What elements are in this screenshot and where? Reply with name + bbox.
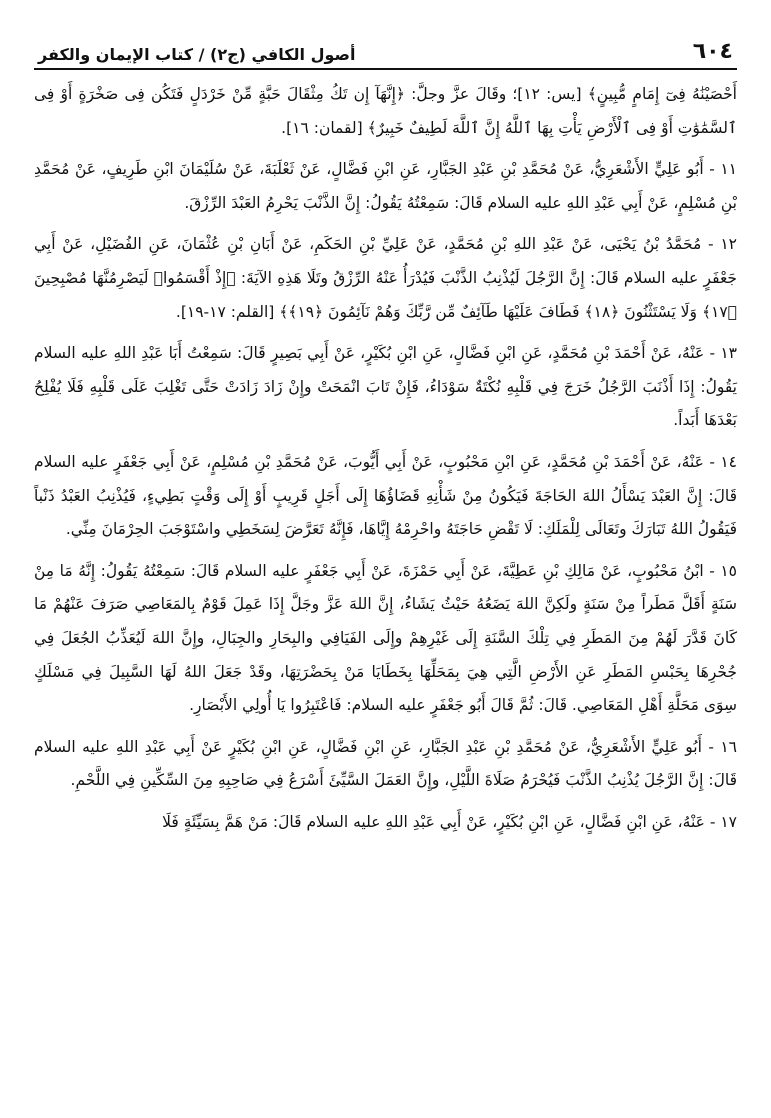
page-body [34, 70, 737, 839]
hadith-17: ١٧ - عَنْهُ، عَنِ ابْنِ فَضَّالٍ، عَنِ ابْنِ بُكَيْرٍ، عَنْ أَبِي عَبْدِ اللهِ عليه السلام قَالَ: مَنْ هَمَّ بِسَيِّئَةٍ فَلَا [162, 812, 737, 831]
hadith-16: ١٦ - أَبُو عَلِيٍّ الأَشْعَرِيُّ، عَنْ مُحَمَّدِ بْنِ عَبْدِ الجَبَّارِ، عَنِ ابْنِ فَضَّالٍ، عَنِ ابْنِ بُكَيْرٍ عَنْ أَبِي عَبْدِ اللهِ عليه السلام قَالَ: إِنَّ الرَّجُلَ يُذْنِبُ الذَّنْبَ فَيُحْرَمُ صَلَاةَ اللَّيْلِ، وإِنَّ العَمَلَ السَّيِّئَ أَسْرَعُ فِي صَاحِبِهِ مِنَ السِّكِّينِ فِي اللَّحْمِ. [34, 737, 737, 790]
hadith-14: ١٤ - عَنْهُ، عَنْ أَحْمَدَ بْنِ مُحَمَّدٍ، عَنِ ابْنِ مَحْبُوبٍ، عَنْ أَبِي أَيُّوبَ، عَنْ مُحَمَّدِ بْنِ مُسْلِمٍ، عَنْ أَبِي جَعْفَرٍ عليه السلام قَالَ: إِنَّ العَبْدَ يَسْأَلُ اللهَ الحَاجَةَ فَيَكُونُ مِنْ شَأْنِهِ قَضَاؤُهَا إِلَى أَجَلٍ قَرِيبٍ أَوْ إِلَى وَقْتٍ بَطِيءٍ، فَيُذْنِبُ العَبْدُ ذَنْباً فَيَقُولُ اللهُ تَبَارَكَ وتَعَالَى لِلْمَلَكِ: لَا تَقْضِ حَاجَتَهُ واحْرِمْهُ إِيَّاهَا، فَإِنَّهُ تَعَرَّضَ لِسَخَطِي واسْتَوْجَبَ الحِرْمَانَ مِنِّي. [34, 452, 737, 539]
hadith-12: ١٢ - مُحَمَّدُ بْنُ يَحْيَى، عَنْ عَبْدِ اللهِ بْنِ مُحَمَّدٍ، عَنْ عَلِيِّ بْنِ الحَكَمِ، عَنْ أَبَانِ بْنِ عُثْمَانَ، عَنِ الفُضَيْلِ، عَنْ أَبِي جَعْفَرٍ عليه السلام قَالَ: إِنَّ الرَّجُلَ لَيُذْنِبُ الذَّنْبَ فَيُدْرَأُ عَنْهُ الرِّزْقُ وتَلَا هَذِهِ الآيَةَ: ﴿إِذْ أَقْسَمُوا۟ لَيَصْرِمُنَّهَا مُصْبِحِينَ ﴿١٧﴾ وَلَا يَسْتَثْنُونَ ﴿١٨﴾ فَطَافَ عَلَيْهَا طَآئِفٌ مِّن رَّبِّكَ وَهُمْ نَآئِمُونَ ﴿١٩﴾﴾ [القلم: ١٧-١٩]. [34, 235, 737, 321]
page-header [34, 30, 737, 70]
hadith-11: ١١ - أَبُو عَلِيٍّ الأَشْعَرِيُّ، عَنْ مُحَمَّدِ بْنِ عَبْدِ الجَبَّارِ، عَنِ ابْنِ فَضَّالٍ، عَنْ ثَعْلَبَةَ، عَنْ سُلَيْمَانَ ابْنِ طَرِيفٍ، عَنْ مُحَمَّدِ بْنِ مُسْلِمٍ، عَنْ أَبِي عَبْدِ اللهِ عليه السلام قَالَ: سَمِعْتُهُ يَقُولُ: إِنَّ الذَّنْبَ يَحْرِمُ العَبْدَ الرِّزْقَ. [34, 160, 737, 212]
running-title: أصول الكافي (ج٢) / كتاب الإيمان والكفر [38, 45, 356, 64]
paragraph-continuation: أَحْصَيْنَٰهُ فِىٓ إِمَامٍ مُّبِينٍ﴾ [يس: ١٢]؛ وقَالَ عزَّ وجلَّ: ﴿إِنَّهَآ إِن تَكُ مِثْقَالَ حَبَّةٍ مِّنْ خَرْدَلٍ فَتَكُن فِى صَخْرَةٍ أَوْ فِى ٱلسَّمَٰوَٰتِ أَوْ فِى ٱلْأَرْضِ يَأْتِ بِهَا ٱللَّهُ إِنَّ ٱللَّهَ لَطِيفٌ خَبِيرٌ﴾ [لقمان: ١٦]. [34, 85, 737, 137]
page-number: ٦٠٤ [692, 39, 733, 64]
hadith-13: ١٣ - عَنْهُ، عَنْ أَحْمَدَ بْنِ مُحَمَّدٍ، عَنِ ابْنِ فَضَّالٍ، عَنِ ابْنِ بُكَيْرٍ، عَنْ أَبِي بَصِيرٍ قَالَ: سَمِعْتُ أَبَا عَبْدِ اللهِ عليه السلام يَقُولُ: إِذَا أَذْنَبَ الرَّجُلُ خَرَجَ فِي قَلْبِهِ نُكْتَةٌ سَوْدَاءُ، فَإِنْ تَابَ انْمَحَتْ وإِنْ زَادَ زَادَتْ حَتَّى تَغْلِبَ عَلَى قَلْبِهِ فَلَا يُفْلِحُ بَعْدَهَا أَبَداً. [34, 344, 737, 430]
hadith-15: ١٥ - ابْنُ مَحْبُوبٍ، عَنْ مَالِكِ بْنِ عَطِيَّةَ، عَنْ أَبِي حَمْزَةَ، عَنْ أَبِي جَعْفَرٍ عليه السلام قَالَ: سَمِعْتُهُ يَقُولُ: إِنَّهُ مَا مِنْ سَنَةٍ أَقَلَّ مَطَراً مِنْ سَنَةٍ ولَكِنَّ اللهَ يَضَعُهُ حَيْثُ يَشَاءُ، إِنَّ اللهَ عَزَّ وجَلَّ إِذَا عَمِلَ قَوْمٌ بِالمَعَاصِي صَرَفَ عَنْهُمْ مَا كَانَ قَدَّرَ لَهُمْ مِنَ المَطَرِ فِي تِلْكَ السَّنَةِ إِلَى غَيْرِهِمْ وإِلَى الفَيَافِي والبِحَارِ والجِبَالِ، وإِنَّ اللهَ لَيُعَذِّبُ الجُعَلَ فِي جُحْرِهَا بِحَبْسِ المَطَرِ عَنِ الأَرْضِ الَّتِي هِيَ بِمَحَلِّهَا بِخَطَايَا مَنْ بِحَضْرَتِهَا، وقَدْ جَعَلَ اللهُ لَهَا السَّبِيلَ فِي مَسْلَكٍ سِوَى مَحَلَّةِ أَهْلِ المَعَاصِي. قَالَ: ثُمَّ قَالَ أَبُو جَعْفَرٍ عليه السلام: فَاعْتَبِرُوا يَا أُولِي الأَبْصَارِ. [34, 561, 737, 715]
